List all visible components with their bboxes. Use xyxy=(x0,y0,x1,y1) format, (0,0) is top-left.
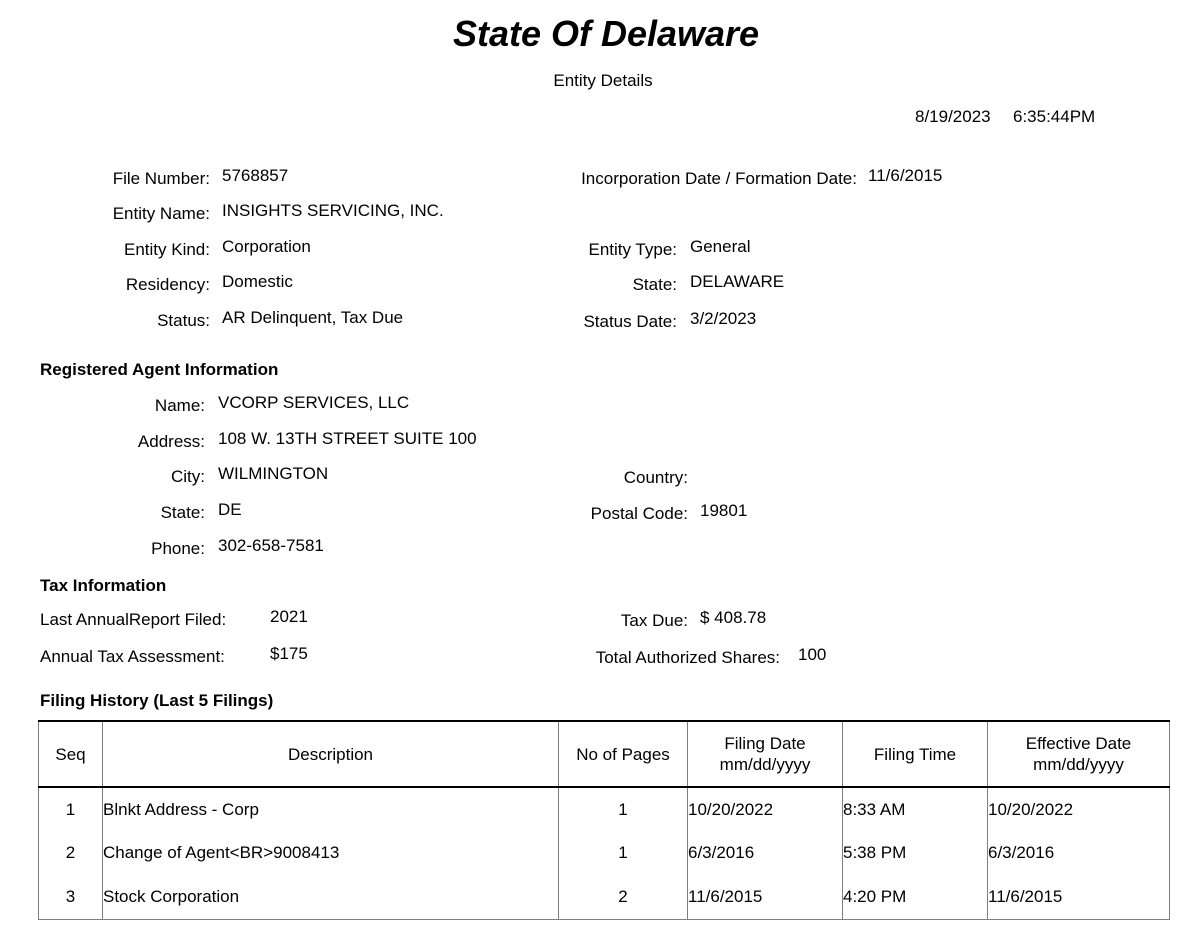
total-authorized-shares-value: 100 xyxy=(798,645,827,664)
cell-filing-date: 10/20/2022 xyxy=(688,787,843,831)
col-header-seq xyxy=(39,721,103,787)
agent-postal-code-label: Postal Code: xyxy=(590,504,688,523)
entity-name-label: Entity Name: xyxy=(112,204,210,223)
cell-seq: 2 xyxy=(65,843,76,862)
tax-due-label: Tax Due: xyxy=(620,611,688,630)
cell-effective-date: 11/6/2015 xyxy=(988,875,1170,919)
col-header-no-of-pages xyxy=(559,721,688,787)
agent-postal-code-value: 19801 xyxy=(700,501,748,520)
entity-type-label: Entity Type: xyxy=(588,240,677,259)
agent-state-value: DE xyxy=(218,500,242,519)
col-header-sub: mm/dd/yyyy xyxy=(1033,755,1124,774)
cell-filing-date: 6/3/2016 xyxy=(688,831,843,875)
entity-kind-label: Entity Kind: xyxy=(124,240,210,259)
cell-pages: 1 xyxy=(559,831,688,875)
status-date-value: 3/2/2023 xyxy=(690,309,757,328)
col-header-description xyxy=(103,721,559,787)
residency-value: Domestic xyxy=(222,272,293,291)
page-title: State Of Delaware xyxy=(452,13,760,54)
cell-effective-date: 6/3/2016 xyxy=(988,831,1170,875)
page-subtitle: Entity Details xyxy=(553,71,653,90)
cell-effective-date: 10/20/2022 xyxy=(988,787,1170,831)
col-header-label: Filing Date xyxy=(724,734,806,753)
cell-pages: 2 xyxy=(559,875,688,919)
agent-name-label: Name: xyxy=(154,396,205,415)
tax-information-heading: Tax Information xyxy=(40,576,167,595)
cell-description: Blnkt Address - Corp xyxy=(103,787,559,831)
annual-tax-assessment-value: $175 xyxy=(270,644,308,663)
cell-filing-time: 4:20 PM xyxy=(843,875,988,919)
total-authorized-shares-label: Total Authorized Shares: xyxy=(595,648,780,667)
table-row xyxy=(39,875,1170,919)
status-date-label: Status Date: xyxy=(583,312,677,331)
entity-kind-value: Corporation xyxy=(222,237,311,256)
agent-phone-label: Phone: xyxy=(151,539,205,558)
residency-label: Residency: xyxy=(125,275,210,294)
col-header-filing-time xyxy=(843,721,988,787)
cell-filing-date: 11/6/2015 xyxy=(688,875,843,919)
entity-state-value: DELAWARE xyxy=(690,272,785,291)
agent-city-value: WILMINGTON xyxy=(218,464,329,483)
cell-description: Stock Corporation xyxy=(103,875,559,919)
cell-seq: 1 xyxy=(65,799,76,819)
generated-date: 8/19/2023 xyxy=(915,107,991,126)
last-annual-report-value: 2021 xyxy=(270,607,308,626)
generated-time: 6:35:44PM xyxy=(1013,107,1096,126)
cell-description: Change of Agent<BR>9008413 xyxy=(103,831,559,875)
last-annual-report-label: Last AnnualReport Filed: xyxy=(40,610,227,629)
table-header-row xyxy=(39,721,1170,787)
incorporation-date-label: Incorporation Date / Formation Date: xyxy=(581,169,857,188)
col-header-filing-date xyxy=(688,721,843,787)
annual-tax-assessment-label: Annual Tax Assessment: xyxy=(40,647,225,666)
agent-address-value: 108 W. 13TH STREET SUITE 100 xyxy=(218,429,477,448)
table-row xyxy=(39,787,1170,831)
agent-address-label: Address: xyxy=(137,432,205,451)
cell-filing-time: 8:33 AM xyxy=(843,787,988,831)
status-label: Status: xyxy=(157,311,210,330)
cell-filing-time: 5:38 PM xyxy=(843,831,988,875)
file-number-label: File Number: xyxy=(112,169,210,188)
file-number-value: 5768857 xyxy=(222,166,289,185)
col-header-label: Filing Time xyxy=(873,744,957,764)
col-header-label: Seq xyxy=(55,744,86,764)
col-header-label: No of Pages xyxy=(576,744,670,764)
col-header-effective-date xyxy=(988,721,1170,787)
incorporation-date-value: 11/6/2015 xyxy=(868,166,943,185)
agent-name-value: VCORP SERVICES, LLC xyxy=(218,393,410,412)
col-header-sub: mm/dd/yyyy xyxy=(719,755,811,774)
agent-state-label: State: xyxy=(160,503,205,522)
entity-type-value: General xyxy=(690,237,751,256)
entity-state-label: State: xyxy=(632,275,677,294)
agent-country-label: Country: xyxy=(623,468,688,487)
status-value: AR Delinquent, Tax Due xyxy=(222,308,404,327)
table-row xyxy=(39,831,1170,875)
filing-history-heading: Filing History (Last 5 Filings) xyxy=(40,691,274,710)
col-header-label: Description xyxy=(287,744,374,764)
agent-phone-value: 302-658-7581 xyxy=(218,536,324,555)
filing-history-table xyxy=(38,720,1170,920)
col-header-label: Effective Date xyxy=(1025,734,1132,753)
registered-agent-heading: Registered Agent Information xyxy=(40,360,279,379)
cell-pages: 1 xyxy=(559,787,688,831)
agent-city-label: City: xyxy=(171,467,205,486)
cell-seq: 3 xyxy=(65,886,76,906)
tax-due-value: $ 408.78 xyxy=(700,608,767,627)
entity-name-value: INSIGHTS SERVICING, INC. xyxy=(222,201,444,220)
